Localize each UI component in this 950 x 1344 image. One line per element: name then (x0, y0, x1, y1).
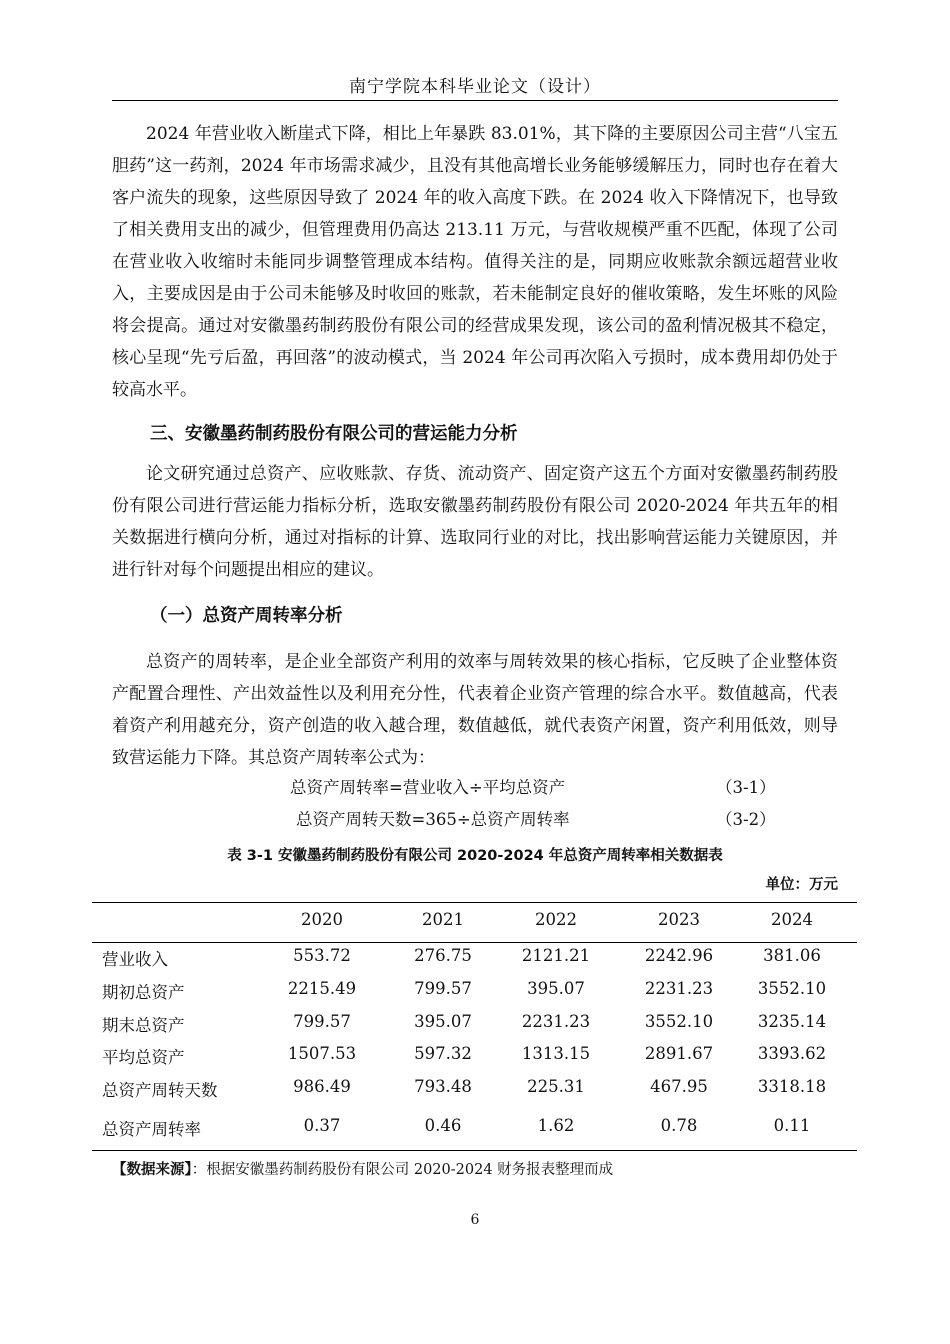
table-cell: 0.11 (773, 1116, 811, 1135)
table-cell: 395.07 (414, 1012, 472, 1031)
table-cell: 2215.49 (287, 979, 357, 998)
table-bottom-rule (92, 1150, 857, 1151)
subsection-heading-asset-turnover: （一）总资产周转率分析 (150, 606, 343, 626)
table-cell: 3552.10 (757, 979, 827, 998)
formula-number-3-2: （3-2） (716, 810, 776, 829)
table-cell: 793.48 (414, 1077, 472, 1096)
table-top-rule (92, 902, 857, 903)
table-cell: 0.78 (660, 1116, 698, 1135)
page-header: 南宁学院本科毕业论文（设计） (349, 77, 601, 97)
table-cell: 2242.96 (644, 946, 714, 965)
data-source-tag: 【数据来源】 (112, 1162, 192, 1178)
table-caption: 表 3-1 安徽墨药制药股份有限公司 2020-2024 年总资产周转率相关数据表 (227, 848, 723, 864)
table-row (92, 1077, 857, 1107)
row-label: 期末总资产 (102, 1016, 185, 1035)
data-source-text: ：根据安徽墨药制药股份有限公司 2020-2024 财务报表整理而成 (191, 1162, 614, 1178)
table-row (92, 1116, 857, 1146)
table-row (92, 1012, 857, 1042)
header-divider (112, 100, 838, 101)
table-cell: 1313.15 (521, 1044, 591, 1063)
formula-turnover-days: 总资产周转天数=365÷总资产周转率 (296, 810, 570, 829)
table-row (92, 1044, 857, 1074)
table-cell: 2231.23 (521, 1012, 591, 1031)
table-cell: 986.49 (293, 1077, 351, 1096)
table-cell: 1507.53 (287, 1044, 357, 1063)
table-header-row (92, 910, 857, 940)
column-header: 2020 (301, 910, 343, 929)
row-label: 总资产周转天数 (102, 1081, 218, 1100)
table-cell: 3318.18 (757, 1077, 827, 1096)
table-cell: 597.32 (414, 1044, 472, 1063)
column-header: 2024 (771, 910, 813, 929)
row-label: 平均总资产 (102, 1048, 185, 1067)
table-cell: 276.75 (414, 946, 472, 965)
table-cell: 0.46 (424, 1116, 462, 1135)
table-cell: 467.95 (650, 1077, 708, 1096)
paragraph-revenue-analysis: 2024 年营业收入断崖式下降，相比上年暴跌 83.01%，其下降的主要原因公司主营“八宝五胆药”这一药剂，2024 年市场需求减少，且没有其他高增长业务能够缓解压力，同时也存在着大客户流失的现象，这些原因导致了 2024 年的收入高度下跌。在 2024 收入下降情况下，也导致了相关费用支出的减少，但管理费用仍高达 213.11 万元，与营收规模严重不匹配，体现了公司在营业收入收缩时未能同步调整管理成本结构。值得关注的是，同期应收账款余额远超营业收入，主要成因是由于公司未能够及时收回的账款，若未能制定良好的催收策略，发生坏账的风险将会提高。通过对安徽墨药制药股份有限公司的经营成果发现，该公司的盈利情况极其不稳定，核心呈现“先亏后盈，再回落”的波动模式，当 2024 年公司再次陷入亏损时，成本费用却仍处于较高水平。 (112, 124, 838, 400)
table-header-rule (92, 942, 857, 943)
data-source-note (112, 1158, 613, 1179)
row-label: 营业收入 (102, 950, 168, 969)
table-cell: 553.72 (293, 946, 351, 965)
formula-turnover-rate: 总资产周转率=营业收入÷平均总资产 (290, 778, 566, 797)
table-cell: 225.31 (527, 1077, 585, 1096)
column-header: 2023 (658, 910, 700, 929)
formula-number-3-1: （3-1） (716, 778, 776, 797)
section-heading-operating-capacity: 三、安徽墨药制药股份有限公司的营运能力分析 (150, 424, 518, 444)
page-number: 6 (470, 1212, 480, 1228)
paragraph-research-method: 论文研究通过总资产、应收账款、存货、流动资产、固定资产这五个方面对安徽墨药制药股份有限公司进行营运能力指标分析，选取安徽墨药制药股份有限公司 2020-2024 年共五年的相关数据进行横向分析，通过对指标的计算、选取同行业的对比，找出影响营运能力关键原因，并进行针对每个问题提出相应的建议。 (112, 464, 838, 580)
table-cell: 0.37 (303, 1116, 341, 1135)
column-header: 2021 (422, 910, 464, 929)
table-cell: 1.62 (537, 1116, 575, 1135)
table-cell: 3235.14 (757, 1012, 827, 1031)
table-row (92, 946, 857, 976)
table-cell: 3393.62 (757, 1044, 827, 1063)
table-cell: 799.57 (414, 979, 472, 998)
row-label: 期初总资产 (102, 983, 185, 1002)
column-header: 2022 (535, 910, 577, 929)
table-cell: 799.57 (293, 1012, 351, 1031)
table-cell: 2231.23 (644, 979, 714, 998)
table-cell: 2891.67 (644, 1044, 714, 1063)
paragraph-asset-turnover-definition: 总资产的周转率，是企业全部资产利用的效率与周转效果的核心指标，它反映了企业整体资产配置合理性、产出效益性以及利用充分性，代表着企业资产管理的综合水平。数值越高，代表着资产利用越充分，资产创造的收入越合理，数值越低，就代表资产闲置，资产利用低效，则导致营运能力下降。其总资产周转率公式为： (112, 652, 838, 768)
table-unit: 单位：万元 (765, 877, 838, 893)
table-cell: 3552.10 (644, 1012, 714, 1031)
table-row (92, 979, 857, 1009)
table-cell: 381.06 (763, 946, 821, 965)
table-cell: 395.07 (527, 979, 585, 998)
row-label: 总资产周转率 (102, 1120, 201, 1139)
table-cell: 2121.21 (521, 946, 591, 965)
